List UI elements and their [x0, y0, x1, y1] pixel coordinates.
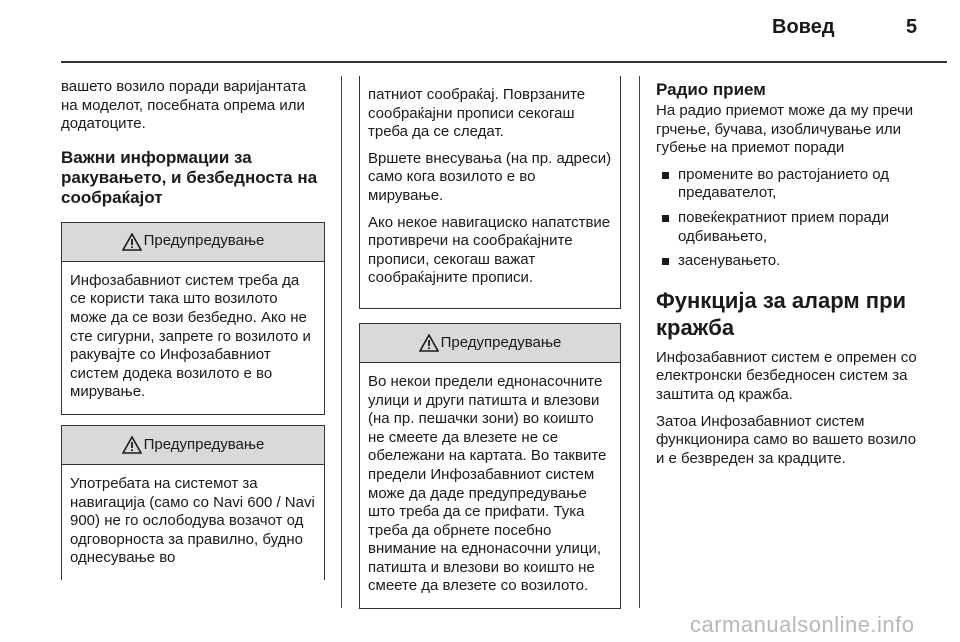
- list-item: повеќекратниот прием поради одбивањето,: [656, 209, 924, 246]
- warning-box-header: [62, 223, 324, 262]
- warning-icon: [419, 334, 439, 352]
- column-3: [656, 80, 924, 476]
- section-heading-radio: Радио прием: [656, 80, 766, 99]
- warning-box-body: [62, 262, 324, 414]
- interference-list: [656, 166, 924, 271]
- column-2: [359, 76, 621, 609]
- warning-icon: [122, 233, 142, 251]
- watermark-text: carmanualsonline.info: [690, 612, 915, 637]
- warning-text: Инфозабавниот систем треба да се користи така што возилото може да се вози безбедно. Ако не сте сигурни, запрете го возилото и ракувајте со Инфозабавниот систем додека возилото е во мирување.: [70, 271, 311, 401]
- warning-label: Предупредување: [143, 435, 265, 453]
- box-paragraph: Ако некое навигациско напатствие противречи на сообраќајните прописи, секогаш важат сообраќајните прописи.: [368, 213, 611, 287]
- page-number: 5: [906, 16, 918, 38]
- warning-icon: [122, 436, 142, 454]
- column-divider-2: [639, 76, 640, 608]
- warning-box-body: [360, 363, 620, 608]
- section-heading-safety: Важни информации за ракувањето, и безбедноста на сообраќајот: [61, 147, 318, 207]
- warning-box-3: [359, 323, 621, 609]
- column-divider-1: [341, 76, 342, 608]
- warning-box-header: [360, 324, 620, 363]
- list-item: промените во растојанието од предавателот,: [656, 166, 924, 203]
- warning-box-2-continued: [359, 76, 621, 309]
- warning-box-2: [61, 425, 325, 580]
- box-paragraph: Вршете внесувања (на пр. адреси) само кога возилото е во мирување.: [368, 149, 612, 204]
- warning-text: Во некои предели еднонасочните улици и други патишта и влезови (на пр. пешачки зони) во коишто не смеете да влезете не се обележани на картата. Во таквите предели Инфозабавниот систем може да даде предупредување што треба да се прифати. Тука треба да обрнете посебно внимание на еднонасочни улици, патишта и влезови во коишто не смеете да влезете со возилото.: [368, 372, 607, 595]
- list-item: засенувањето.: [656, 252, 924, 271]
- intro-paragraph: вашето возило поради варијантата на моделот, посебната опрема или додатоците.: [61, 78, 306, 133]
- warning-box-1: [61, 222, 325, 415]
- header-rule: [61, 61, 947, 63]
- header-title: Вовед: [772, 16, 835, 38]
- warning-label: Предупредување: [143, 232, 265, 250]
- alarm-paragraph-1: Инфозабавниот систем е опремен со електронски безбедносен систем за заштита од кражба.: [656, 348, 917, 403]
- column-1: [61, 78, 325, 580]
- alarm-paragraph-2: Затоа Инфозабавниот систем функционира само во вашето возило и е безвреден за крадците.: [656, 412, 917, 467]
- section-heading-alarm: Функција за аларм при кражба: [656, 287, 907, 340]
- warning-box-header: [62, 426, 324, 465]
- radio-paragraph: На радио приемот може да му пречи грчење, бучава, изобличување или губење на приемот поради: [656, 102, 914, 157]
- warning-label: Предупредување: [440, 333, 562, 351]
- box-paragraph: патниот сообраќај. Поврзаните сообраќајни прописи секогаш треба да се следат.: [368, 86, 586, 141]
- warning-text: Употребата на системот за навигација (само со Navi 600 / Navi 900) не го ослободува возачот од одговорноста за правилно, будно однесување во: [70, 474, 315, 567]
- warning-box-body: [62, 465, 324, 580]
